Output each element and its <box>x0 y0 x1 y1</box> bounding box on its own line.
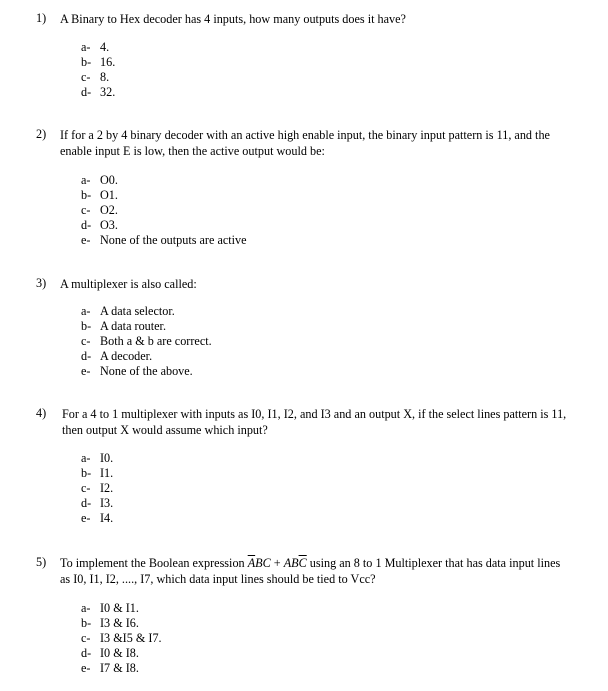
option: b- A data router. <box>81 319 166 333</box>
option: c- Both a & b are correct. <box>81 334 212 348</box>
option: c- 8. <box>81 70 110 84</box>
question-number: 5) <box>36 555 47 569</box>
options-list <box>81 40 115 100</box>
option: e- None of the outputs are active <box>81 233 247 247</box>
option: a- 4. <box>81 40 110 54</box>
options-list <box>81 304 212 379</box>
option: c- O2. <box>81 203 118 217</box>
option: a- A data selector. <box>81 304 175 318</box>
question-text-after: using an 8 to 1 Multiplexer that has data input lines as I0, I1, I2, ...., I7, which data input lines should be tied to Vcc? <box>60 556 561 586</box>
option: a- I0. <box>81 451 114 465</box>
option: c- I2. <box>81 481 114 495</box>
option: b- 16. <box>81 55 116 69</box>
options-list <box>81 601 162 676</box>
question-text: If for a 2 by 4 binary decoder with an active high enable input, the binary input pattern is 11, and the enable input E is low, then the active output would be: <box>60 128 550 158</box>
option: a- O0. <box>81 173 118 187</box>
option: b- I1. <box>81 466 114 480</box>
options-list <box>81 451 113 526</box>
question-text: A multiplexer is also called: <box>60 277 197 291</box>
question-number: 4) <box>36 406 47 420</box>
question-number: 2) <box>36 127 47 141</box>
boolean-expression: $\overline{A}BC + AB\overline{C}$ <box>247 556 307 570</box>
question-text-before: To implement the Boolean expression <box>60 556 245 570</box>
question-text <box>60 555 565 587</box>
options-list <box>81 173 247 248</box>
option: d- A decoder. <box>81 349 153 363</box>
question-number: 3) <box>36 276 47 290</box>
question-text: For a 4 to 1 multiplexer with inputs as I0, I1, I2, and I3 and an output X, if the select lines pattern is 11, then output X would assume which input? <box>62 407 567 437</box>
option: d- I0 & I8. <box>81 646 139 660</box>
question-text: A Binary to Hex decoder has 4 inputs, how many outputs does it have? <box>60 12 406 26</box>
option: a- I0 & I1. <box>81 601 139 615</box>
option: d- O3. <box>81 218 118 232</box>
option: b- O1. <box>81 188 118 202</box>
option: e- None of the above. <box>81 364 193 378</box>
question-number: 1) <box>36 11 47 25</box>
option: e- I4. <box>81 511 114 525</box>
option: d- 32. <box>81 85 116 99</box>
option: e- I7 & I8. <box>81 661 139 675</box>
option: b- I3 & I6. <box>81 616 139 630</box>
option: c- I3 &I5 & I7. <box>81 631 162 645</box>
option: d- I3. <box>81 496 114 510</box>
